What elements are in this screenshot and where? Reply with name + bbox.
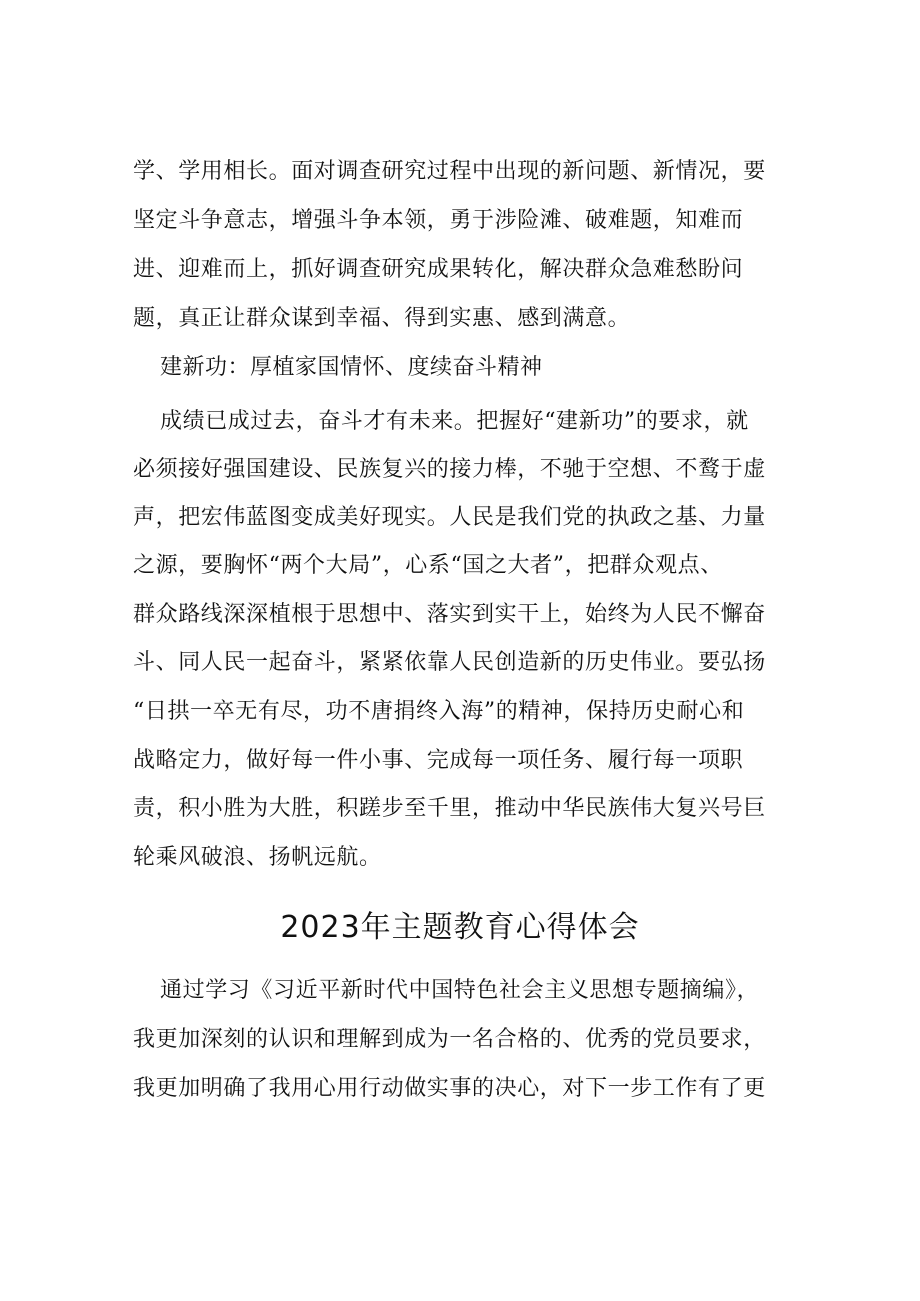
paragraph-line: 我更加明确了我用心用行动做实事的决心，对下一步工作有了更 <box>133 1076 766 1101</box>
section-heading: 建新功：厚植家国情怀、度续奋斗精神 <box>160 355 543 380</box>
paragraph-line: 坚定斗争意志，增强斗争本领，勇于涉险滩、破难题，知难而 <box>133 208 744 233</box>
paragraph-line: 责，积小胜为大胜，积蹉步至千里，推动中华民族伟大复兴号巨 <box>133 796 766 821</box>
paragraph-line: 之源，要胸怀“两个大局”，心系“国之大者”，把群众观点、 <box>133 553 723 578</box>
paragraph-line: “日拱一卒无有尽，功不唐捐终入海”的精神，保持历史耐心和 <box>133 699 745 724</box>
paragraph-line: 进、迎难而上，抓好调查研究成果转化，解决群众急难愁盼问 <box>133 257 744 282</box>
article-title: 2023年主题教育心得体会 <box>280 910 640 945</box>
paragraph-line: 成绩已成过去，奋斗才有未来。把握好“建新功”的要求，就 <box>160 409 749 434</box>
paragraph-line: 题，真正让群众谋到幸福、得到实惠、感到满意。 <box>133 306 631 331</box>
paragraph-line: 轮乘风破浪、扬帆远航。 <box>133 845 382 870</box>
paragraph-line: 学、学用相长。面对调查研究过程中出现的新问题、新情况，要 <box>133 159 766 184</box>
paragraph-line: 声，把宏伟蓝图变成美好现实。人民是我们党的执政之基、力量 <box>133 505 766 530</box>
paragraph-line: 我更加深刻的认识和理解到成为一名合格的、优秀的党员要求， <box>133 1027 766 1052</box>
paragraph-line: 战略定力，做好每一件小事、完成每一项任务、履行每一项职 <box>133 748 744 773</box>
paragraph-line: 通过学习《习近平新时代中国特色社会主义思想专题摘编》， <box>160 978 760 1003</box>
paragraph-line: 必须接好强国建设、民族复兴的接力棒，不驰于空想、不鹜于虚 <box>133 457 766 482</box>
paragraph-line: 群众路线深深植根于思想中、落实到实干上，始终为人民不懈奋 <box>133 602 766 627</box>
paragraph-line: 斗、同人民一起奋斗，紧紧依靠人民创造新的历史伟业。要弘扬 <box>133 650 766 675</box>
